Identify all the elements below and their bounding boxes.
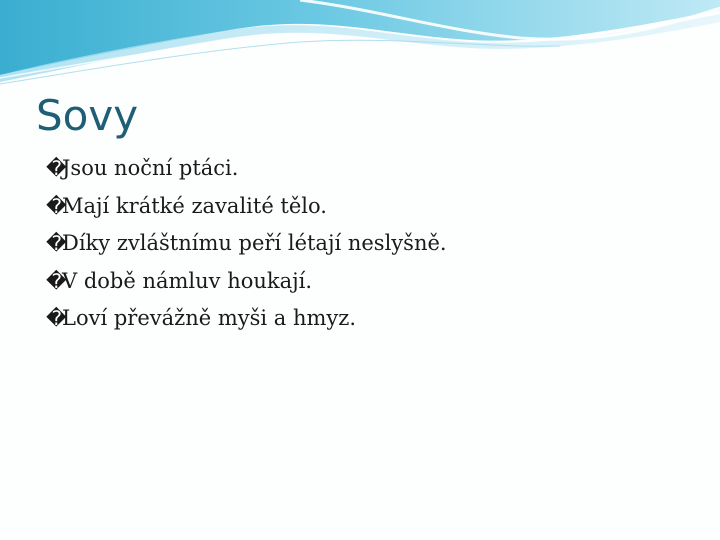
bullet-icon: � [46, 193, 67, 218]
bullet-icon: � [46, 268, 67, 293]
list-item [46, 156, 447, 194]
list-item [46, 231, 447, 269]
bullet-list [46, 156, 447, 344]
header-wave-decoration [0, 0, 720, 90]
bullet-icon: � [46, 231, 67, 255]
slide-title: Sovy [36, 91, 139, 140]
bullet-icon: � [46, 156, 67, 180]
bullet-text: Loví převážně myši a hmyz. [62, 306, 357, 330]
bullet-icon: � [46, 306, 67, 330]
bullet-text: Mají krátké zavalité tělo. [62, 193, 327, 218]
bullet-text: Díky zvláštnímu peří létají neslyšně. [62, 231, 447, 255]
bullet-text: Jsou noční ptáci. [62, 156, 239, 180]
list-item [46, 194, 447, 232]
list-item [46, 269, 447, 307]
list-item [46, 306, 447, 344]
bullet-text: V době námluv houkají. [62, 268, 313, 293]
